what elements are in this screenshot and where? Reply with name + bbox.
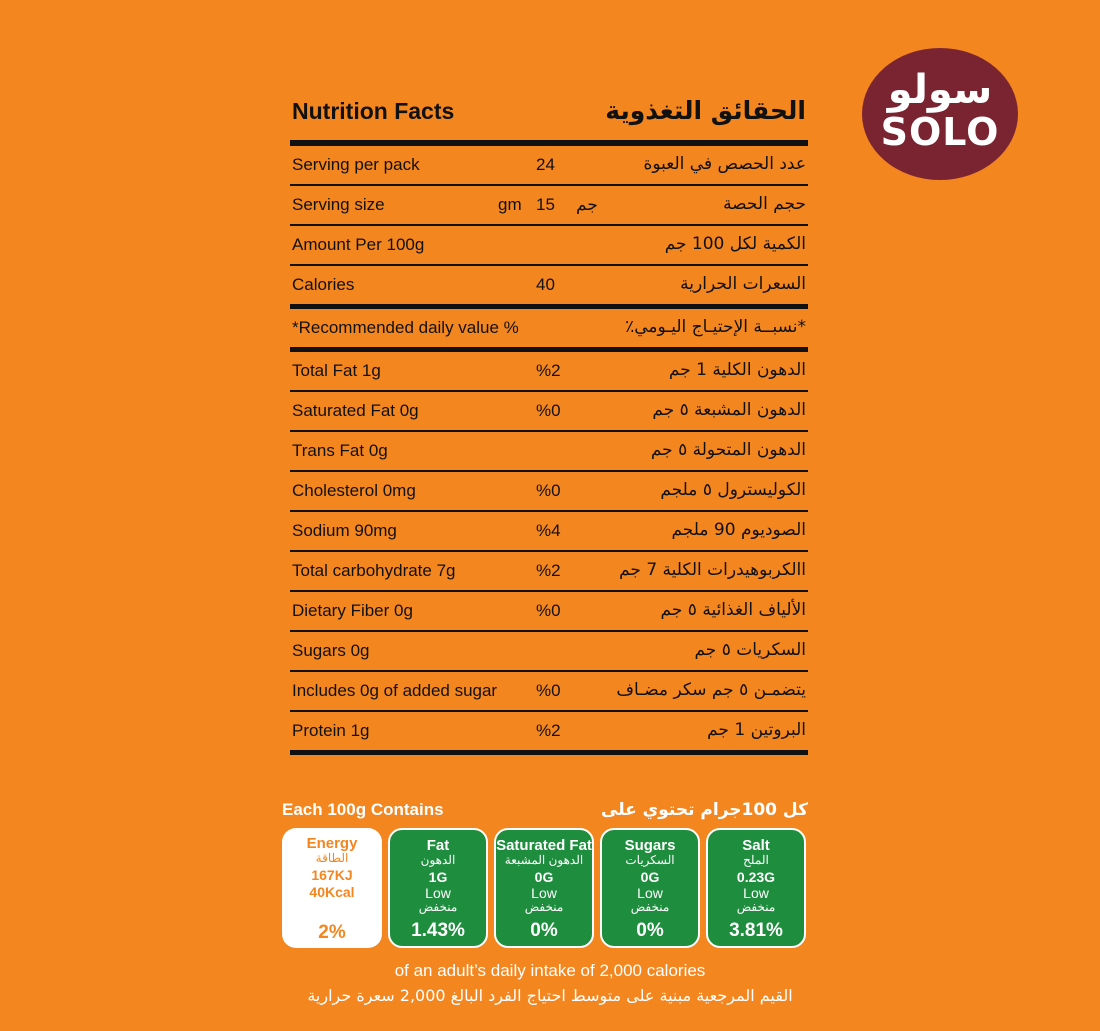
- row-cholesterol: [290, 472, 808, 512]
- row-sugars: [290, 632, 808, 672]
- fop-level: Low: [743, 885, 769, 901]
- row-value: %2: [536, 561, 561, 580]
- row-servings: [290, 146, 808, 186]
- row-label-ar: يتضمـن ٥ جم سكر مضـاف: [616, 680, 806, 700]
- panel-title-row: [290, 88, 808, 146]
- fop-sugars-card: [600, 828, 700, 948]
- fop-name-ar: الدهون: [420, 853, 456, 867]
- row-value: %2: [536, 361, 561, 380]
- fop-pct: 3.81%: [729, 920, 783, 941]
- fop-name-ar: الطاقة: [315, 851, 349, 865]
- row-label-en: Serving per pack: [292, 155, 420, 174]
- row-carbohydrate: [290, 552, 808, 592]
- row-label-ar: عدد الحصص في العبوة: [643, 154, 806, 174]
- row-value: 15: [536, 195, 555, 214]
- row-label-en: Trans Fat 0g: [292, 441, 388, 460]
- row-unit-ar: جم: [576, 195, 598, 215]
- row-value: %2: [536, 721, 561, 740]
- row-serving-size: [290, 186, 808, 226]
- row-label-en: *Recommended daily value %: [292, 318, 519, 337]
- row-label-ar: الدهون الكلية 1 جم: [668, 360, 806, 380]
- fop-title-ar: كل 100جرام تحتوي على: [601, 800, 808, 820]
- row-sodium: [290, 512, 808, 552]
- row-trans-fat: [290, 432, 808, 472]
- footer-note-en: of an adult’s daily intake of 2,000 calories: [394, 961, 706, 980]
- row-value: 24: [536, 155, 555, 174]
- row-unit-en: gm: [498, 195, 522, 214]
- fop-pct: 0%: [636, 920, 664, 941]
- fop-level-ar: منخفض: [630, 900, 670, 914]
- row-value: %0: [536, 601, 561, 620]
- row-value: %4: [536, 521, 561, 540]
- row-label-ar: الدهون المشبعة ٥ جم: [652, 400, 806, 420]
- row-total-fat: [290, 352, 808, 392]
- row-amount-per: [290, 226, 808, 266]
- fop-amount: 0G: [640, 869, 660, 885]
- fop-amount: 1G: [428, 869, 448, 885]
- fop-name-ar: السكريات: [625, 853, 675, 867]
- row-label-en: Dietary Fiber 0g: [292, 601, 413, 620]
- row-value: %0: [536, 401, 561, 420]
- row-label-en: Includes 0g of added sugar: [292, 681, 498, 700]
- footer-note-ar: القيم المرجعية مبنية على متوسط احتياج الفرد البالغ 2,000 سعرة حرارية: [307, 986, 793, 1005]
- row-label-ar: *نسبــة الإحتيـاج اليـومي٪: [625, 317, 806, 337]
- row-saturated-fat: [290, 392, 808, 432]
- row-label-en: Total carbohydrate 7g: [292, 561, 456, 580]
- row-added-sugar: [290, 672, 808, 712]
- row-label-ar: االكربوهيدرات الكلية 7 جم: [619, 560, 806, 580]
- brand-logo: [862, 48, 1018, 180]
- brand-name-en: SOLO: [880, 110, 1000, 154]
- fop-level-ar: منخفض: [418, 900, 458, 914]
- panel-title-en: Nutrition Facts: [292, 98, 455, 124]
- fop-energy-kcal: 40Kcal: [309, 884, 355, 900]
- row-label-ar: الصوديوم 90 ملجم: [671, 520, 806, 540]
- row-value: %0: [536, 481, 561, 500]
- row-label-ar: الكولیسترول ٥ ملجم: [660, 480, 806, 500]
- fop-pct: 2%: [318, 922, 346, 943]
- brand-name-ar: سولو: [887, 67, 993, 113]
- row-label-ar: الألياف الغذائية ٥ جم: [660, 600, 806, 620]
- row-label-ar: الكمية لكل 100 جم: [664, 234, 806, 254]
- fop-level-ar: منخفض: [524, 900, 564, 914]
- fop-name: Salt: [742, 837, 770, 854]
- row-label-en: Sodium 90mg: [292, 521, 397, 540]
- fop-level: Low: [531, 885, 557, 901]
- row-label-en: Saturated Fat 0g: [292, 401, 419, 420]
- row-protein: [290, 712, 808, 755]
- fop-saturated-fat-card: [494, 828, 594, 948]
- fop-pct: 0%: [530, 920, 558, 941]
- row-label-ar: حجم الحصة: [723, 194, 806, 214]
- row-dietary-fiber: [290, 592, 808, 632]
- row-value: 40: [536, 275, 555, 294]
- fop-amount: 0.23G: [736, 869, 776, 885]
- row-label-ar: البروتين 1 جم: [707, 720, 806, 740]
- fop-level: Low: [637, 885, 663, 901]
- fop-pct: 1.43%: [411, 920, 465, 941]
- row-label-en: Serving size: [292, 195, 385, 214]
- row-label-en: Sugars 0g: [292, 641, 370, 660]
- fop-name-ar: الملح: [743, 853, 769, 867]
- row-label-en: Amount Per 100g: [292, 235, 425, 254]
- row-label-en: Total Fat 1g: [292, 361, 381, 380]
- row-label-ar: السكريات ٥ جم: [694, 640, 806, 660]
- nutrition-facts-panel: [290, 88, 808, 755]
- fop-energy-kj: 167KJ: [311, 867, 353, 883]
- fop-name: Fat: [426, 837, 450, 854]
- row-label-en: Calories: [292, 275, 355, 294]
- row-label-ar: السعرات الحرارية: [680, 274, 806, 294]
- fop-name: Saturated Fat: [496, 837, 592, 854]
- row-label-en: Protein 1g: [292, 721, 370, 740]
- fop-amount: 0G: [534, 869, 554, 885]
- fop-level-ar: منخفض: [736, 900, 776, 914]
- panel-title-ar: الحقائق التغذوية: [605, 96, 806, 125]
- fop-fat-card: [388, 828, 488, 948]
- fop-title-en: Each 100g Contains: [282, 800, 444, 819]
- fop-level: Low: [425, 885, 451, 901]
- row-value: %0: [536, 681, 561, 700]
- row-label-ar: الدهون المتحولة ٥ جم: [650, 440, 806, 460]
- fop-name-ar: الدهون المشبعة: [504, 853, 584, 867]
- row-calories: [290, 266, 808, 309]
- fop-name: Sugars: [624, 837, 676, 854]
- fop-name: Energy: [306, 835, 358, 852]
- row-label-en: Cholesterol 0mg: [292, 481, 416, 500]
- row-daily-value-header: [290, 309, 808, 352]
- fop-energy-card: [282, 828, 382, 948]
- fop-salt-card: [706, 828, 806, 948]
